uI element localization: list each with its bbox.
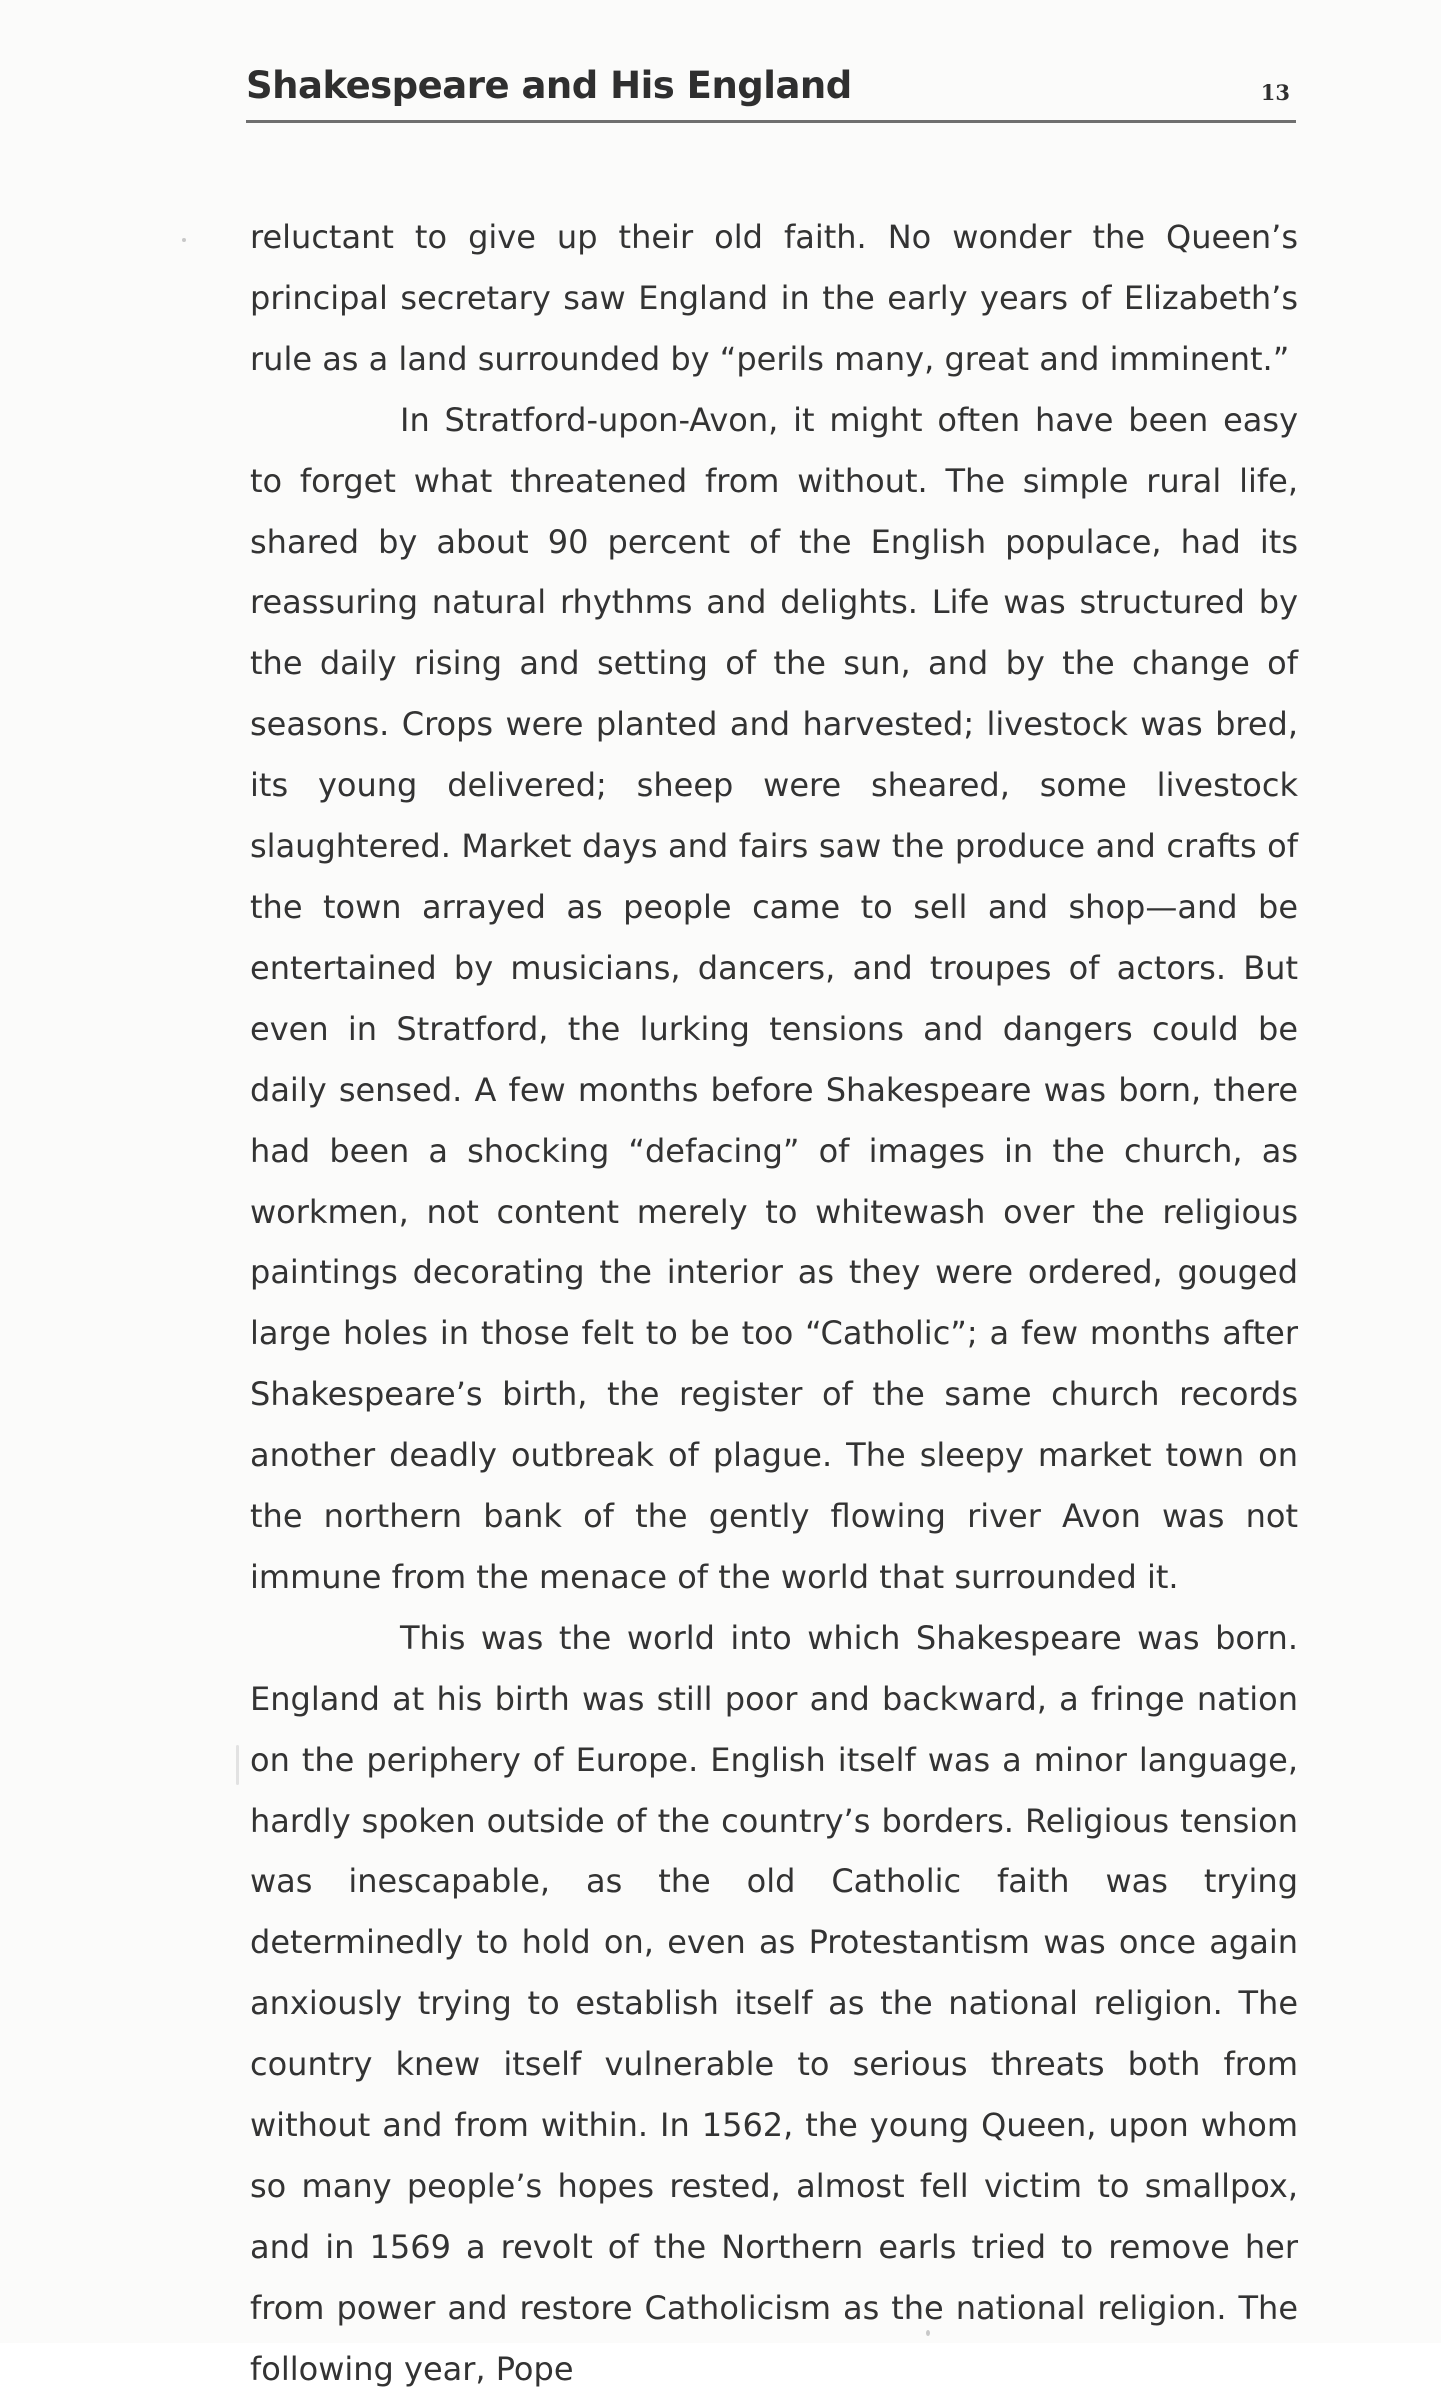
page-number: 13 <box>1260 80 1290 105</box>
running-title: Shakespeare and His England <box>246 64 852 107</box>
scan-speck <box>926 2330 930 2336</box>
body-text <box>250 207 1298 2400</box>
paragraph-world: This was the world into which Shakespeare was born. England at his birth was still poor and backward, a fringe nation on the periphery of Europe. English itself was a minor language, hardly spoken outside of the country’s borders. Religious tension was inescapable, as the old Catholic faith was trying determinedly to hold on, even as Protestantism was once again anxiously trying to establish itself as the national religion. The country knew itself vulnerable to serious threats both from without and from within. In 1562, the young Queen, upon whom so many people’s hopes rested, almost fell victim to smallpox, and in 1569 a revolt of the Northern earls tried to remove her from power and restore Catholicism as the national religion. The following year, Pope <box>250 1618 1298 2388</box>
scan-speck <box>236 1745 239 1785</box>
paragraph-continuation: reluctant to give up their old faith. No wonder the Queen’s principal secretary saw England in the early years of Elizabeth’s rule as a land surrounded by “perils many, great and imminent.” <box>250 218 1298 378</box>
scan-speck <box>182 238 186 242</box>
paragraph-stratford: In Stratford-upon-Avon, it might often have been easy to forget what threatened from without. The simple rural life, shared by about 90 percent of the English populace, had its reassuring natural rhythms and delights. Life was structured by the daily rising and setting of the sun, and by the change of seasons. Crops were planted and harvested; livestock was bred, its young delivered; sheep were sheared, some livestock slaughtered. Market days and fairs saw the produce and crafts of the town arrayed as people came to sell and shop—and be entertained by musicians, dancers, and troupes of actors. But even in Stratford, the lurking tensions and dangers could be daily sensed. A few months before Shakespeare was born, there had been a shocking “defacing” of images in the church, as workmen, not content merely to whitewash over the religious paintings decorating the interior as they were ordered, gouged large holes in those felt to be too “Catholic”; a few months after Shakespeare’s birth, the register of the same church records another deadly outbreak of plague. The sleepy market town on the northern bank of the gently flowing river Avon was not immune from the menace of the world that surrounded it. <box>250 400 1298 1596</box>
running-header <box>246 60 1296 123</box>
